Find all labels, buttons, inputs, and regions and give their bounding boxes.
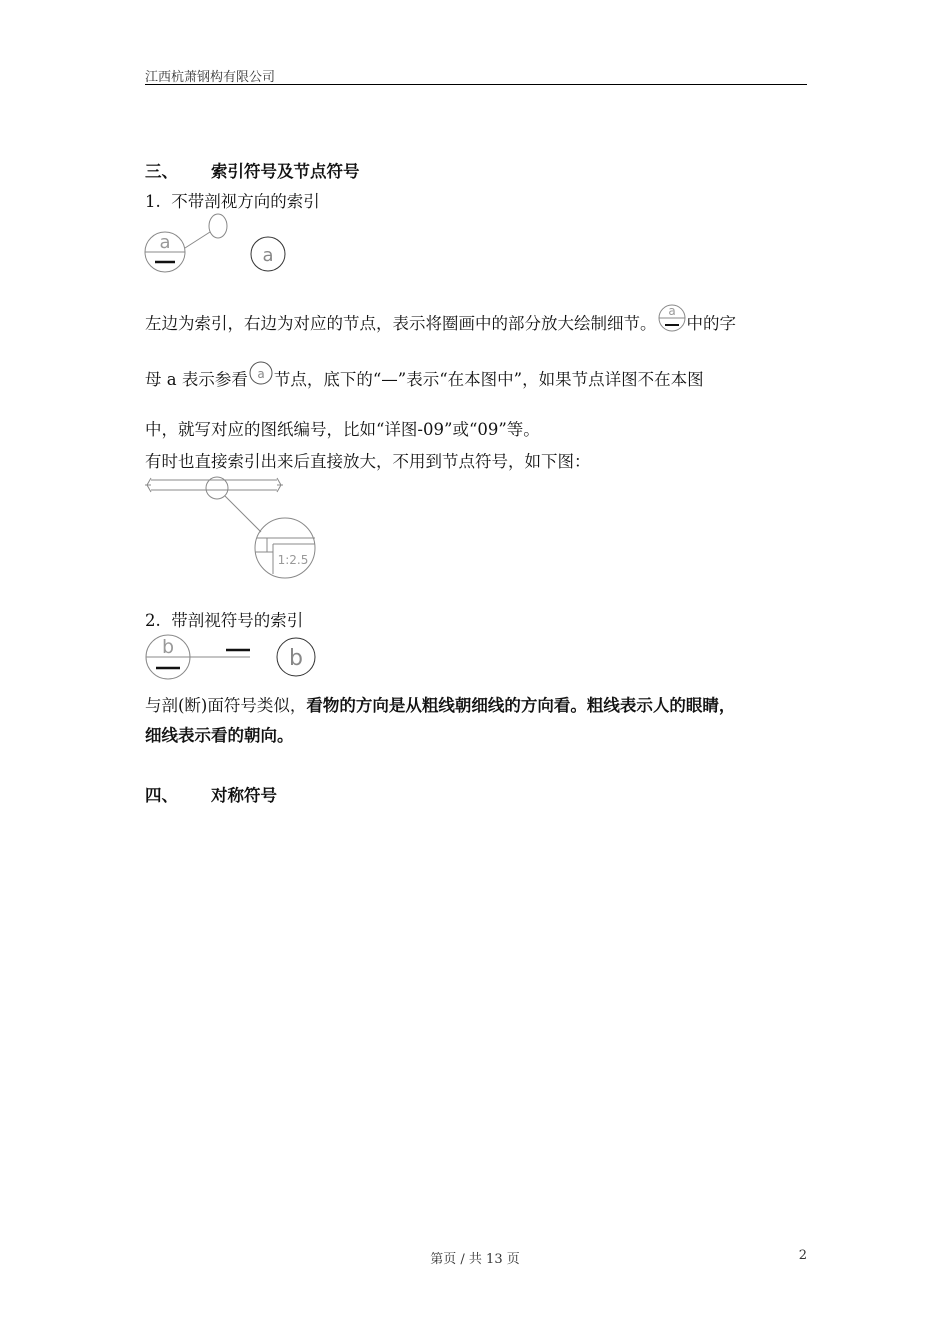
section-node-symbol	[277, 638, 315, 676]
item-2-heading	[145, 607, 303, 631]
item-1-para-line-2	[145, 366, 704, 390]
section-node-letter: b	[289, 646, 303, 671]
section-3-number: 三、	[145, 162, 178, 181]
section-3-heading	[145, 158, 360, 182]
item-2-number: 2.	[145, 611, 161, 630]
index-symbol-letter: a	[159, 232, 171, 253]
item-1-para-line-1	[145, 303, 736, 334]
svg-text:a: a	[257, 366, 265, 381]
item-1-heading	[145, 188, 320, 212]
node-symbol	[251, 237, 285, 271]
section-index-letter: b	[161, 636, 175, 658]
item-1-para-line-4: 有时也直接索引出来后直接放大，不用到节点符号，如下图：	[145, 452, 591, 471]
para-line-1-text-a: 左边为索引，右边为对应的节点，表示将圈画中的部分放大绘制细节。	[145, 314, 657, 333]
para-line-1-text-b: 中的字	[686, 314, 736, 333]
footer-page-number: 2	[798, 1248, 807, 1263]
inline-index-symbol	[657, 303, 687, 333]
section-3-title: 索引符号及节点符号	[211, 162, 360, 181]
section-4-title: 对称符号	[211, 786, 277, 805]
para-line-2-text-a: 母 a 表示参看	[145, 370, 248, 389]
header-company: 江西杭萧钢构有限公司	[145, 70, 276, 85]
item-1-number: 1.	[145, 192, 161, 211]
item-1-para-line-3: 中，就写对应的图纸编号，比如“详图-09”或“09”等。	[145, 420, 540, 439]
para-line-2-text-b: 节点，底下的“—”表示“在本图中”，如果节点详图不在本图	[273, 370, 704, 389]
svg-text:a: a	[667, 303, 676, 318]
item-2-para-normal: 与剖(断)面符号类似，	[145, 696, 307, 715]
section-index-figure	[140, 630, 320, 682]
item-2-para-bold-1: 看物的方向是从粗线朝细线的方向看。粗线表示人的眼睛，	[306, 696, 736, 715]
section-4-number: 四、	[145, 786, 178, 805]
direct-enlargement-figure	[143, 474, 323, 584]
item-2-para-line-1	[145, 692, 735, 716]
section-index-symbol	[146, 635, 250, 679]
detail-scale-label: 1:2.5	[277, 553, 309, 567]
inline-node-symbol	[248, 360, 274, 386]
section-4-heading	[145, 782, 277, 806]
footer-page-label: 第页 / 共 13 页	[430, 1252, 520, 1267]
item-1-title: 不带剖视方向的索引	[171, 192, 320, 211]
node-symbol-letter: a	[262, 245, 274, 266]
item-2-para-line-2: 细线表示看的朝向。	[145, 726, 294, 745]
index-and-node-figure	[140, 212, 300, 276]
item-2-title: 带剖视符号的索引	[171, 611, 304, 630]
index-symbol	[145, 214, 227, 272]
header-rule	[145, 84, 807, 85]
